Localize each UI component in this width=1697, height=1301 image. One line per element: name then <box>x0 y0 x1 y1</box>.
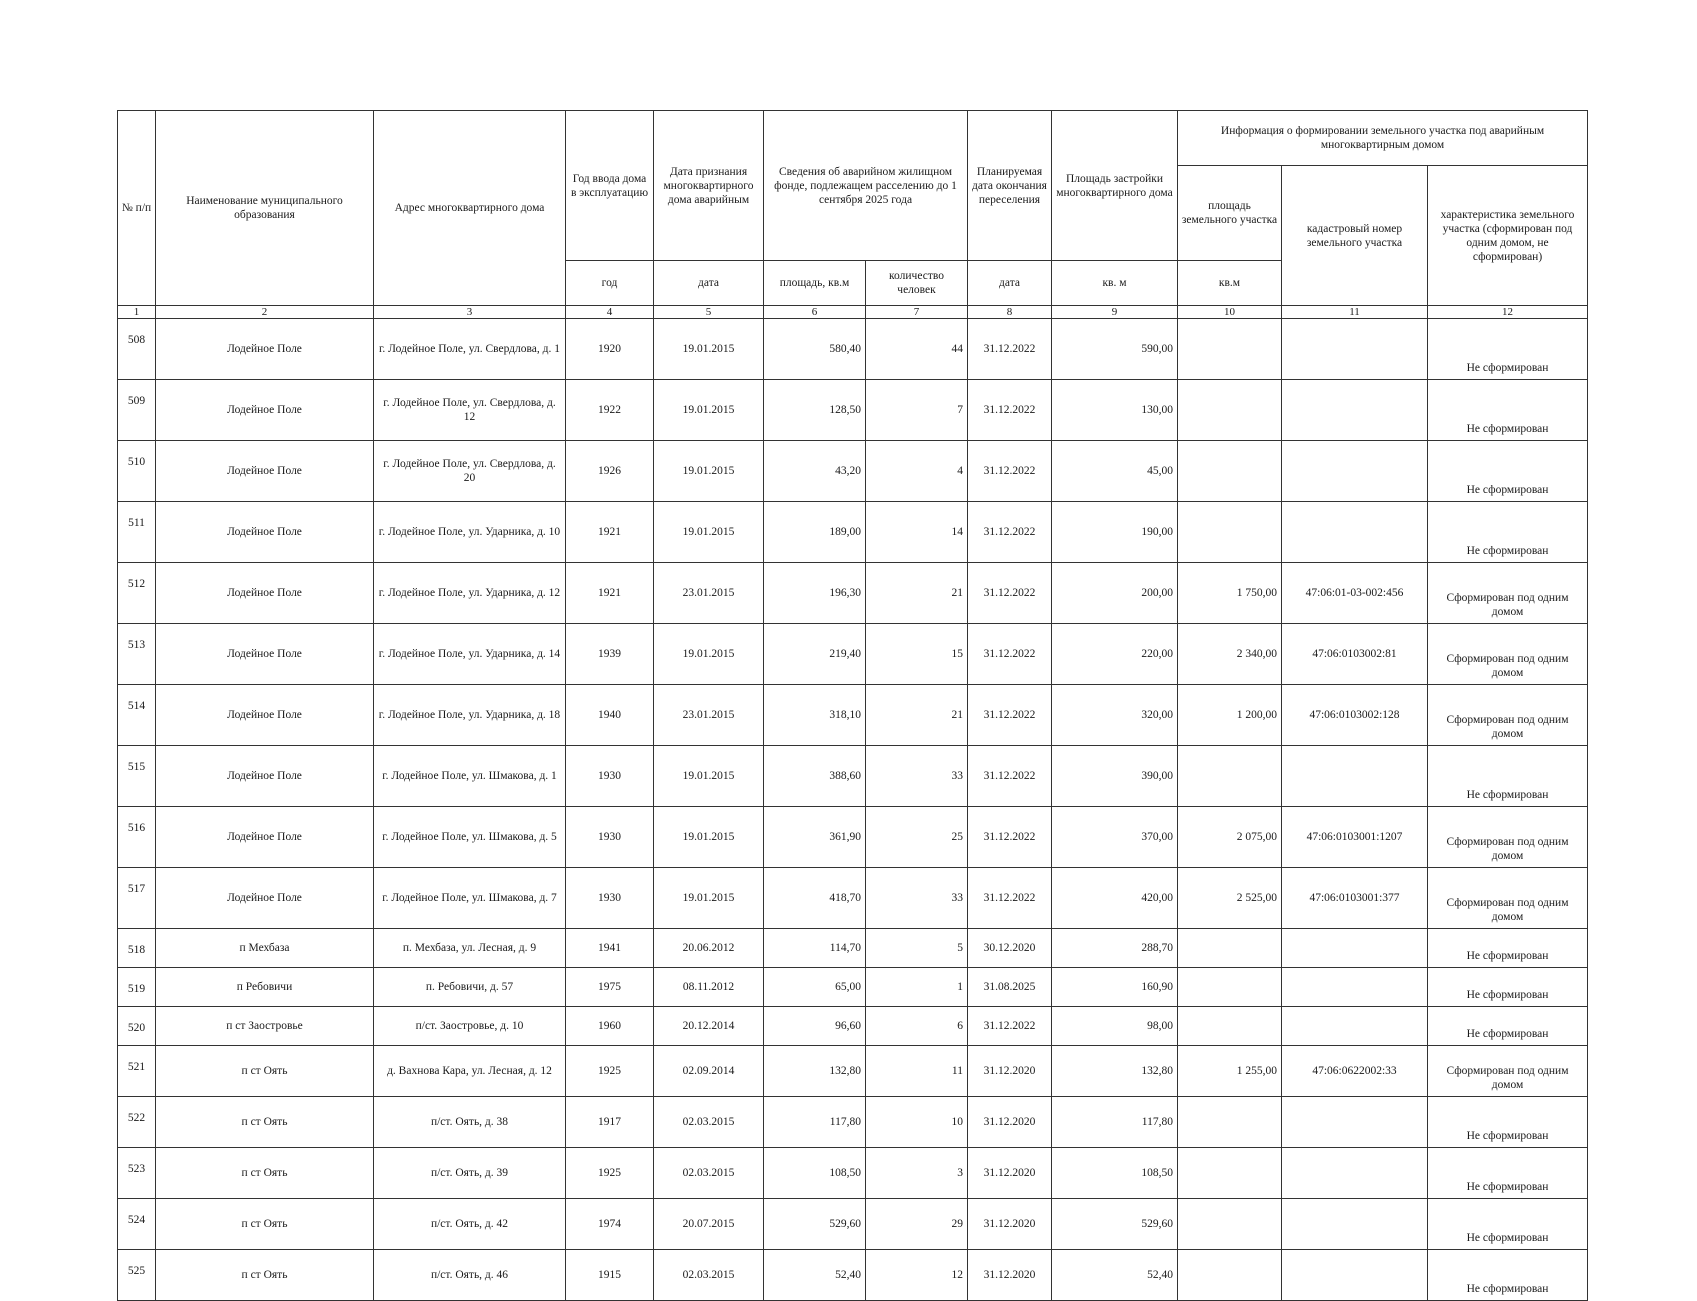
land-area-cell: 1 750,00 <box>1178 563 1282 624</box>
cadastral-cell: 47:06:0103001:377 <box>1282 868 1428 929</box>
built-area-cell: 98,00 <box>1052 1007 1178 1046</box>
year-cell: 1939 <box>566 624 654 685</box>
date-cell: 19.01.2015 <box>654 807 764 868</box>
plan-date-cell: 31.12.2022 <box>968 1007 1052 1046</box>
date-cell: 20.12.2014 <box>654 1007 764 1046</box>
address-cell: г. Лодейное Поле, ул. Свердлова, д. 20 <box>374 441 566 502</box>
year-cell: 1925 <box>566 1046 654 1097</box>
land-area-cell: 2 075,00 <box>1178 807 1282 868</box>
row-number: 525 <box>118 1250 156 1301</box>
column-number: 3 <box>374 306 566 319</box>
municipality-cell: Лодейное Поле <box>156 685 374 746</box>
address-cell: г. Лодейное Поле, ул. Ударника, д. 18 <box>374 685 566 746</box>
row-number: 518 <box>118 929 156 968</box>
column-number: 1 <box>118 306 156 319</box>
date-cell: 02.03.2015 <box>654 1097 764 1148</box>
date-cell: 23.01.2015 <box>654 563 764 624</box>
header-col1: № п/п <box>118 111 156 306</box>
status-cell: Не сформирован <box>1428 319 1588 380</box>
column-number: 9 <box>1052 306 1178 319</box>
header-col10: площадь земельного участка <box>1178 166 1282 261</box>
column-number: 12 <box>1428 306 1588 319</box>
table-row <box>118 563 1588 624</box>
municipality-cell: п ст Оять <box>156 1250 374 1301</box>
column-number: 2 <box>156 306 374 319</box>
municipality-cell: Лодейное Поле <box>156 746 374 807</box>
address-cell: п. Ребовичи, д. 57 <box>374 968 566 1007</box>
table-row <box>118 441 1588 502</box>
municipality-cell: Лодейное Поле <box>156 319 374 380</box>
municipality-cell: п ст Заостровье <box>156 1007 374 1046</box>
address-cell: г. Лодейное Поле, ул. Ударника, д. 14 <box>374 624 566 685</box>
area-cell: 318,10 <box>764 685 866 746</box>
built-area-cell: 320,00 <box>1052 685 1178 746</box>
area-cell: 361,90 <box>764 807 866 868</box>
date-cell: 20.06.2012 <box>654 929 764 968</box>
status-cell: Сформирован под одним домом <box>1428 563 1588 624</box>
land-area-cell <box>1178 1097 1282 1148</box>
year-cell: 1930 <box>566 868 654 929</box>
status-cell: Сформирован под одним домом <box>1428 1046 1588 1097</box>
header-col5: Дата признания многоквартирного дома аварийным <box>654 111 764 261</box>
plan-date-cell: 31.12.2020 <box>968 1148 1052 1199</box>
plan-date-cell: 31.12.2022 <box>968 319 1052 380</box>
table-row <box>118 685 1588 746</box>
unit-col10: кв.м <box>1178 261 1282 306</box>
area-cell: 418,70 <box>764 868 866 929</box>
date-cell: 19.01.2015 <box>654 868 764 929</box>
built-area-cell: 130,00 <box>1052 380 1178 441</box>
built-area-cell: 420,00 <box>1052 868 1178 929</box>
land-area-cell <box>1178 319 1282 380</box>
municipality-cell: п ст Оять <box>156 1199 374 1250</box>
plan-date-cell: 31.12.2022 <box>968 563 1052 624</box>
date-cell: 20.07.2015 <box>654 1199 764 1250</box>
date-cell: 19.01.2015 <box>654 319 764 380</box>
status-cell: Не сформирован <box>1428 746 1588 807</box>
built-area-cell: 45,00 <box>1052 441 1178 502</box>
address-cell: г. Лодейное Поле, ул. Шмакова, д. 5 <box>374 807 566 868</box>
date-cell: 02.03.2015 <box>654 1250 764 1301</box>
municipality-cell: Лодейное Поле <box>156 563 374 624</box>
area-cell: 529,60 <box>764 1199 866 1250</box>
table-row <box>118 807 1588 868</box>
status-cell: Сформирован под одним домом <box>1428 868 1588 929</box>
date-cell: 19.01.2015 <box>654 746 764 807</box>
cadastral-cell: 47:06:0103001:1207 <box>1282 807 1428 868</box>
municipality-cell: п Ребовичи <box>156 968 374 1007</box>
address-cell: г. Лодейное Поле, ул. Ударника, д. 10 <box>374 502 566 563</box>
municipality-cell: Лодейное Поле <box>156 441 374 502</box>
row-number: 515 <box>118 746 156 807</box>
area-cell: 128,50 <box>764 380 866 441</box>
table-row <box>118 624 1588 685</box>
land-area-cell <box>1178 441 1282 502</box>
status-cell: Не сформирован <box>1428 1097 1588 1148</box>
people-cell: 33 <box>866 868 968 929</box>
year-cell: 1940 <box>566 685 654 746</box>
column-number: 7 <box>866 306 968 319</box>
land-area-cell: 1 200,00 <box>1178 685 1282 746</box>
built-area-cell: 132,80 <box>1052 1046 1178 1097</box>
people-cell: 10 <box>866 1097 968 1148</box>
table-row <box>118 929 1588 968</box>
land-area-cell <box>1178 929 1282 968</box>
header-col3: Адрес многоквартирного дома <box>374 111 566 306</box>
row-number: 510 <box>118 441 156 502</box>
row-number: 508 <box>118 319 156 380</box>
unit-col7: количество человек <box>866 261 968 306</box>
header-land-group: Информация о формировании земельного участка под аварийным многоквартирным домом <box>1178 111 1588 166</box>
area-cell: 132,80 <box>764 1046 866 1097</box>
cadastral-cell <box>1282 1097 1428 1148</box>
area-cell: 219,40 <box>764 624 866 685</box>
table-row <box>118 868 1588 929</box>
cadastral-cell <box>1282 319 1428 380</box>
status-cell: Не сформирован <box>1428 1007 1588 1046</box>
unit-col9: кв. м <box>1052 261 1178 306</box>
row-number: 513 <box>118 624 156 685</box>
cadastral-cell: 47:06:0622002:33 <box>1282 1046 1428 1097</box>
cadastral-cell <box>1282 502 1428 563</box>
status-cell: Не сформирован <box>1428 968 1588 1007</box>
people-cell: 14 <box>866 502 968 563</box>
year-cell: 1974 <box>566 1199 654 1250</box>
address-cell: п/ст. Оять, д. 42 <box>374 1199 566 1250</box>
year-cell: 1920 <box>566 319 654 380</box>
date-cell: 02.09.2014 <box>654 1046 764 1097</box>
area-cell: 114,70 <box>764 929 866 968</box>
column-number: 8 <box>968 306 1052 319</box>
header-col2: Наименование муниципального образования <box>156 111 374 306</box>
row-number: 514 <box>118 685 156 746</box>
built-area-cell: 160,90 <box>1052 968 1178 1007</box>
year-cell: 1921 <box>566 563 654 624</box>
status-cell: Сформирован под одним домом <box>1428 807 1588 868</box>
people-cell: 25 <box>866 807 968 868</box>
area-cell: 108,50 <box>764 1148 866 1199</box>
plan-date-cell: 31.12.2020 <box>968 1199 1052 1250</box>
cadastral-cell: 47:06:01-03-002:456 <box>1282 563 1428 624</box>
year-cell: 1922 <box>566 380 654 441</box>
year-cell: 1960 <box>566 1007 654 1046</box>
municipality-cell: Лодейное Поле <box>156 502 374 563</box>
date-cell: 19.01.2015 <box>654 624 764 685</box>
people-cell: 6 <box>866 1007 968 1046</box>
people-cell: 5 <box>866 929 968 968</box>
year-cell: 1915 <box>566 1250 654 1301</box>
built-area-cell: 288,70 <box>1052 929 1178 968</box>
plan-date-cell: 31.12.2020 <box>968 1097 1052 1148</box>
unit-col4: год <box>566 261 654 306</box>
status-cell: Не сформирован <box>1428 441 1588 502</box>
row-number: 524 <box>118 1199 156 1250</box>
land-area-cell <box>1178 1007 1282 1046</box>
status-cell: Не сформирован <box>1428 502 1588 563</box>
header-col11: кадастровый номер земельного участка <box>1282 166 1428 306</box>
status-cell: Не сформирован <box>1428 1250 1588 1301</box>
row-number: 520 <box>118 1007 156 1046</box>
address-cell: г. Лодейное Поле, ул. Свердлова, д. 1 <box>374 319 566 380</box>
status-cell: Сформирован под одним домом <box>1428 685 1588 746</box>
address-cell: г. Лодейное Поле, ул. Шмакова, д. 1 <box>374 746 566 807</box>
area-cell: 196,30 <box>764 563 866 624</box>
table-body <box>118 319 1588 1301</box>
address-cell: п. Мехбаза, ул. Лесная, д. 9 <box>374 929 566 968</box>
cadastral-cell <box>1282 1007 1428 1046</box>
header-col12: характеристика земельного участка (сформирован под одним домом, не сформирован) <box>1428 166 1588 306</box>
year-cell: 1921 <box>566 502 654 563</box>
people-cell: 29 <box>866 1199 968 1250</box>
land-area-cell <box>1178 968 1282 1007</box>
address-cell: п/ст. Оять, д. 38 <box>374 1097 566 1148</box>
table-row <box>118 1148 1588 1199</box>
header-col8: Планируемая дата окончания переселения <box>968 111 1052 261</box>
cadastral-cell: 47:06:0103002:81 <box>1282 624 1428 685</box>
table-row <box>118 746 1588 807</box>
year-cell: 1941 <box>566 929 654 968</box>
date-cell: 02.03.2015 <box>654 1148 764 1199</box>
status-cell: Сформирован под одним домом <box>1428 624 1588 685</box>
people-cell: 11 <box>866 1046 968 1097</box>
address-cell: п/ст. Заостровье, д. 10 <box>374 1007 566 1046</box>
year-cell: 1930 <box>566 746 654 807</box>
municipality-cell: Лодейное Поле <box>156 868 374 929</box>
cadastral-cell <box>1282 380 1428 441</box>
plan-date-cell: 31.12.2022 <box>968 502 1052 563</box>
cadastral-cell <box>1282 1199 1428 1250</box>
land-area-cell <box>1178 380 1282 441</box>
area-cell: 388,60 <box>764 746 866 807</box>
header-col67: Сведения об аварийном жилищном фонде, подлежащем расселению до 1 сентября 2025 года <box>764 111 968 261</box>
date-cell: 19.01.2015 <box>654 380 764 441</box>
plan-date-cell: 31.12.2022 <box>968 746 1052 807</box>
plan-date-cell: 31.12.2022 <box>968 441 1052 502</box>
municipality-cell: п ст Оять <box>156 1097 374 1148</box>
area-cell: 43,20 <box>764 441 866 502</box>
people-cell: 12 <box>866 1250 968 1301</box>
municipality-cell: Лодейное Поле <box>156 807 374 868</box>
address-cell: г. Лодейное Поле, ул. Шмакова, д. 7 <box>374 868 566 929</box>
plan-date-cell: 31.12.2020 <box>968 1046 1052 1097</box>
status-cell: Не сформирован <box>1428 929 1588 968</box>
area-cell: 52,40 <box>764 1250 866 1301</box>
people-cell: 15 <box>866 624 968 685</box>
unit-col8: дата <box>968 261 1052 306</box>
housing-table <box>117 110 1588 1301</box>
land-area-cell: 2 340,00 <box>1178 624 1282 685</box>
table-row <box>118 1250 1588 1301</box>
unit-col6: площадь, кв.м <box>764 261 866 306</box>
people-cell: 3 <box>866 1148 968 1199</box>
row-number: 521 <box>118 1046 156 1097</box>
row-number: 511 <box>118 502 156 563</box>
built-area-cell: 190,00 <box>1052 502 1178 563</box>
table-row <box>118 1199 1588 1250</box>
plan-date-cell: 31.12.2022 <box>968 624 1052 685</box>
status-cell: Не сформирован <box>1428 1199 1588 1250</box>
address-cell: г. Лодейное Поле, ул. Ударника, д. 12 <box>374 563 566 624</box>
built-area-cell: 52,40 <box>1052 1250 1178 1301</box>
plan-date-cell: 31.12.2022 <box>968 685 1052 746</box>
column-number: 10 <box>1178 306 1282 319</box>
plan-date-cell: 31.12.2022 <box>968 807 1052 868</box>
people-cell: 21 <box>866 563 968 624</box>
table-row <box>118 968 1588 1007</box>
people-cell: 33 <box>866 746 968 807</box>
built-area-cell: 590,00 <box>1052 319 1178 380</box>
address-cell: п/ст. Оять, д. 39 <box>374 1148 566 1199</box>
area-cell: 580,40 <box>764 319 866 380</box>
built-area-cell: 117,80 <box>1052 1097 1178 1148</box>
area-cell: 96,60 <box>764 1007 866 1046</box>
column-number: 11 <box>1282 306 1428 319</box>
table-row <box>118 1046 1588 1097</box>
municipality-cell: Лодейное Поле <box>156 624 374 685</box>
municipality-cell: Лодейное Поле <box>156 380 374 441</box>
address-cell: г. Лодейное Поле, ул. Свердлова, д. 12 <box>374 380 566 441</box>
row-number: 516 <box>118 807 156 868</box>
status-cell: Не сформирован <box>1428 380 1588 441</box>
built-area-cell: 220,00 <box>1052 624 1178 685</box>
municipality-cell: п Мехбаза <box>156 929 374 968</box>
land-area-cell <box>1178 1148 1282 1199</box>
address-cell: д. Вахнова Кара, ул. Лесная, д. 12 <box>374 1046 566 1097</box>
people-cell: 44 <box>866 319 968 380</box>
date-cell: 19.01.2015 <box>654 441 764 502</box>
built-area-cell: 108,50 <box>1052 1148 1178 1199</box>
cadastral-cell <box>1282 968 1428 1007</box>
year-cell: 1917 <box>566 1097 654 1148</box>
plan-date-cell: 31.08.2025 <box>968 968 1052 1007</box>
row-number: 522 <box>118 1097 156 1148</box>
table-row <box>118 319 1588 380</box>
plan-date-cell: 31.12.2020 <box>968 1250 1052 1301</box>
table-row <box>118 1097 1588 1148</box>
header-col9: Площадь застройки многоквартирного дома <box>1052 111 1178 261</box>
area-cell: 65,00 <box>764 968 866 1007</box>
land-area-cell <box>1178 502 1282 563</box>
people-cell: 21 <box>866 685 968 746</box>
people-cell: 4 <box>866 441 968 502</box>
built-area-cell: 370,00 <box>1052 807 1178 868</box>
year-cell: 1925 <box>566 1148 654 1199</box>
land-area-cell <box>1178 1250 1282 1301</box>
plan-date-cell: 30.12.2020 <box>968 929 1052 968</box>
year-cell: 1930 <box>566 807 654 868</box>
municipality-cell: п ст Оять <box>156 1046 374 1097</box>
cadastral-cell <box>1282 1250 1428 1301</box>
row-number: 523 <box>118 1148 156 1199</box>
table-row <box>118 380 1588 441</box>
area-cell: 117,80 <box>764 1097 866 1148</box>
row-number: 512 <box>118 563 156 624</box>
plan-date-cell: 31.12.2022 <box>968 380 1052 441</box>
built-area-cell: 390,00 <box>1052 746 1178 807</box>
date-cell: 08.11.2012 <box>654 968 764 1007</box>
plan-date-cell: 31.12.2022 <box>968 868 1052 929</box>
date-cell: 19.01.2015 <box>654 502 764 563</box>
row-number: 517 <box>118 868 156 929</box>
address-cell: п/ст. Оять, д. 46 <box>374 1250 566 1301</box>
cadastral-cell <box>1282 746 1428 807</box>
row-number: 509 <box>118 380 156 441</box>
cadastral-cell <box>1282 929 1428 968</box>
year-cell: 1926 <box>566 441 654 502</box>
land-area-cell: 2 525,00 <box>1178 868 1282 929</box>
status-cell: Не сформирован <box>1428 1148 1588 1199</box>
column-number: 6 <box>764 306 866 319</box>
row-number: 519 <box>118 968 156 1007</box>
land-area-cell <box>1178 746 1282 807</box>
cadastral-cell <box>1282 441 1428 502</box>
column-numbers-row <box>118 306 1588 319</box>
built-area-cell: 200,00 <box>1052 563 1178 624</box>
cadastral-cell: 47:06:0103002:128 <box>1282 685 1428 746</box>
built-area-cell: 529,60 <box>1052 1199 1178 1250</box>
table-row <box>118 502 1588 563</box>
year-cell: 1975 <box>566 968 654 1007</box>
land-area-cell <box>1178 1199 1282 1250</box>
unit-col5: дата <box>654 261 764 306</box>
land-area-cell: 1 255,00 <box>1178 1046 1282 1097</box>
header-col4: Год ввода дома в эксплуатацию <box>566 111 654 261</box>
table-row <box>118 1007 1588 1046</box>
column-number: 5 <box>654 306 764 319</box>
people-cell: 7 <box>866 380 968 441</box>
cadastral-cell <box>1282 1148 1428 1199</box>
municipality-cell: п ст Оять <box>156 1148 374 1199</box>
date-cell: 23.01.2015 <box>654 685 764 746</box>
column-number: 4 <box>566 306 654 319</box>
area-cell: 189,00 <box>764 502 866 563</box>
people-cell: 1 <box>866 968 968 1007</box>
